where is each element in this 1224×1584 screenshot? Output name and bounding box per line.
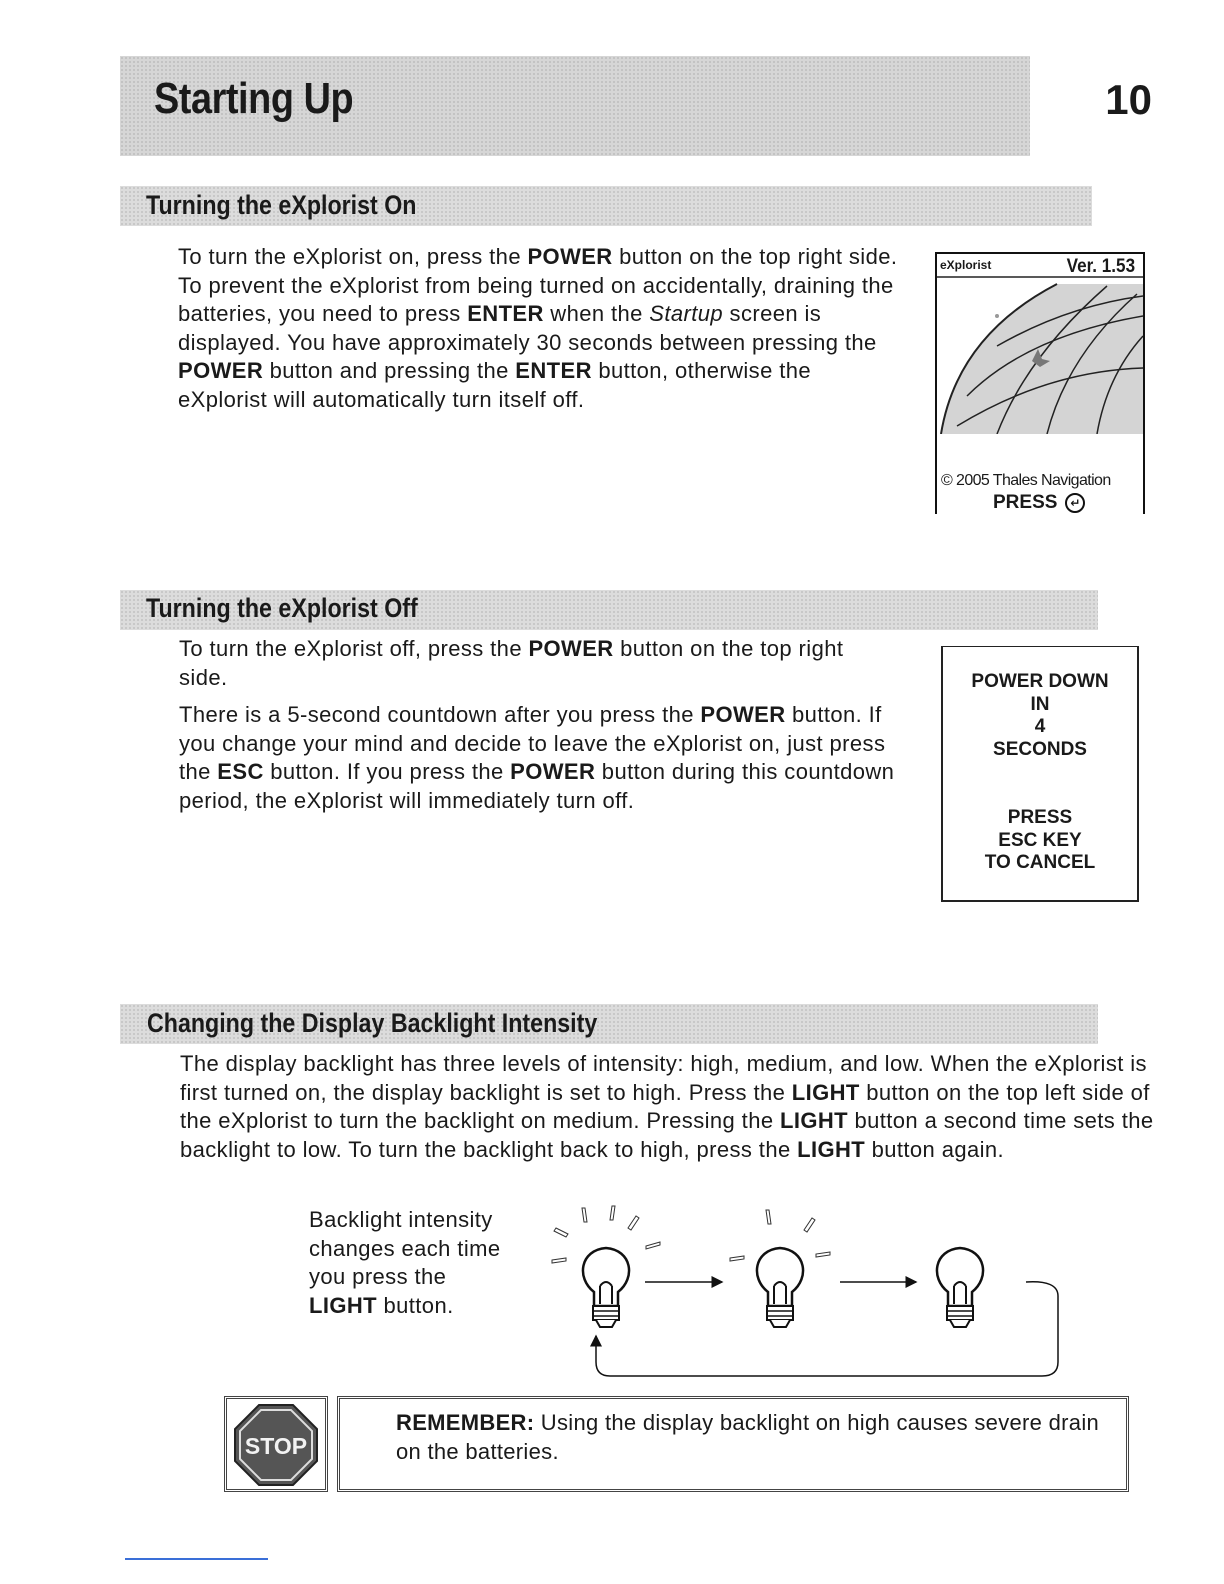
bulb-medium bbox=[730, 1210, 830, 1327]
footer-rule bbox=[125, 1558, 268, 1560]
section-on-body bbox=[178, 243, 898, 424]
section-title-off: Turning the eXplorist Off bbox=[146, 593, 418, 623]
globe-icon bbox=[937, 276, 1143, 434]
remember-text bbox=[396, 1409, 1116, 1466]
power-line: ESC KEY bbox=[998, 829, 1082, 851]
power-line: PRESS bbox=[1007, 807, 1073, 828]
remember-label: REMEMBER: bbox=[396, 1410, 535, 1435]
cancel-message bbox=[943, 807, 1137, 875]
stop-sign-icon bbox=[233, 1403, 319, 1487]
paragraph: There is a 5-second countdown after you press the POWER button. If you change your mind and decide to leave the eXplorist on, just press the ESC button. If you press the POWER button during this countdown period, the eXplorist will immediately turn off. bbox=[179, 702, 895, 813]
return-arrow bbox=[596, 1282, 1058, 1376]
startup-copyright: © 2005 Thales Navigation bbox=[941, 472, 1111, 489]
enter-key-icon: ↵ bbox=[1065, 493, 1085, 513]
paragraph: To turn the eXplorist off, press the POWER button on the top right side. bbox=[179, 636, 844, 690]
startup-screen-figure bbox=[935, 252, 1145, 514]
remember-note bbox=[337, 1396, 1129, 1492]
bulb-caption: Backlight intensity changes each time you press the LIGHT button. bbox=[309, 1207, 501, 1318]
startup-brand: eXplorist bbox=[940, 258, 992, 272]
power-down-message bbox=[943, 671, 1137, 761]
power-line: IN bbox=[1030, 693, 1050, 715]
power-countdown: 4 bbox=[1034, 716, 1046, 737]
bulb-low bbox=[937, 1248, 983, 1327]
power-down-screen-figure bbox=[941, 646, 1139, 902]
stop-sign-frame bbox=[224, 1396, 328, 1492]
section-title-backlight: Changing the Display Backlight Intensity bbox=[147, 1008, 598, 1038]
section-off-body bbox=[179, 635, 919, 825]
page-number: 10 bbox=[1105, 76, 1152, 123]
backlight-bulbs-figure bbox=[530, 1200, 1070, 1382]
section-backlight-body bbox=[180, 1050, 1160, 1173]
power-line: TO CANCEL bbox=[984, 852, 1096, 873]
startup-press bbox=[993, 492, 1085, 514]
bulb-high bbox=[552, 1206, 660, 1327]
power-line: POWER DOWN bbox=[971, 671, 1109, 692]
paragraph: The display backlight has three levels of intensity: high, medium, and low. When the eXplorist is first turned on, the display backlight is set to high. Press the LIGHT button on the top left side of the eXplorist to turn the backlight on medium. Pressing the LIGHT button a second time sets the backlight to low. To turn the backlight back to high, press the LIGHT button again. bbox=[180, 1051, 1154, 1162]
section-title-on: Turning the eXplorist On bbox=[146, 190, 417, 220]
startup-version: Ver. 1.53 bbox=[1066, 256, 1135, 277]
press-label: PRESS bbox=[993, 492, 1058, 513]
power-line: SECONDS bbox=[993, 738, 1087, 760]
stop-label: STOP bbox=[244, 1433, 308, 1459]
remember-body: Using the display backlight on high causes severe drain on the batteries. bbox=[396, 1410, 1100, 1464]
paragraph: To turn the eXplorist on, press the POWER button on the top right side. To prevent the eXplorist from being turned on accidentally, draining the batteries, you need to press ENTER when the Startup screen is displayed. You have approximately 30 seconds between pressing the POWER button and pressing the ENTER button, otherwise the eXplorist will automatically turn itself off. bbox=[178, 244, 898, 412]
page-title: Starting Up bbox=[154, 74, 354, 123]
